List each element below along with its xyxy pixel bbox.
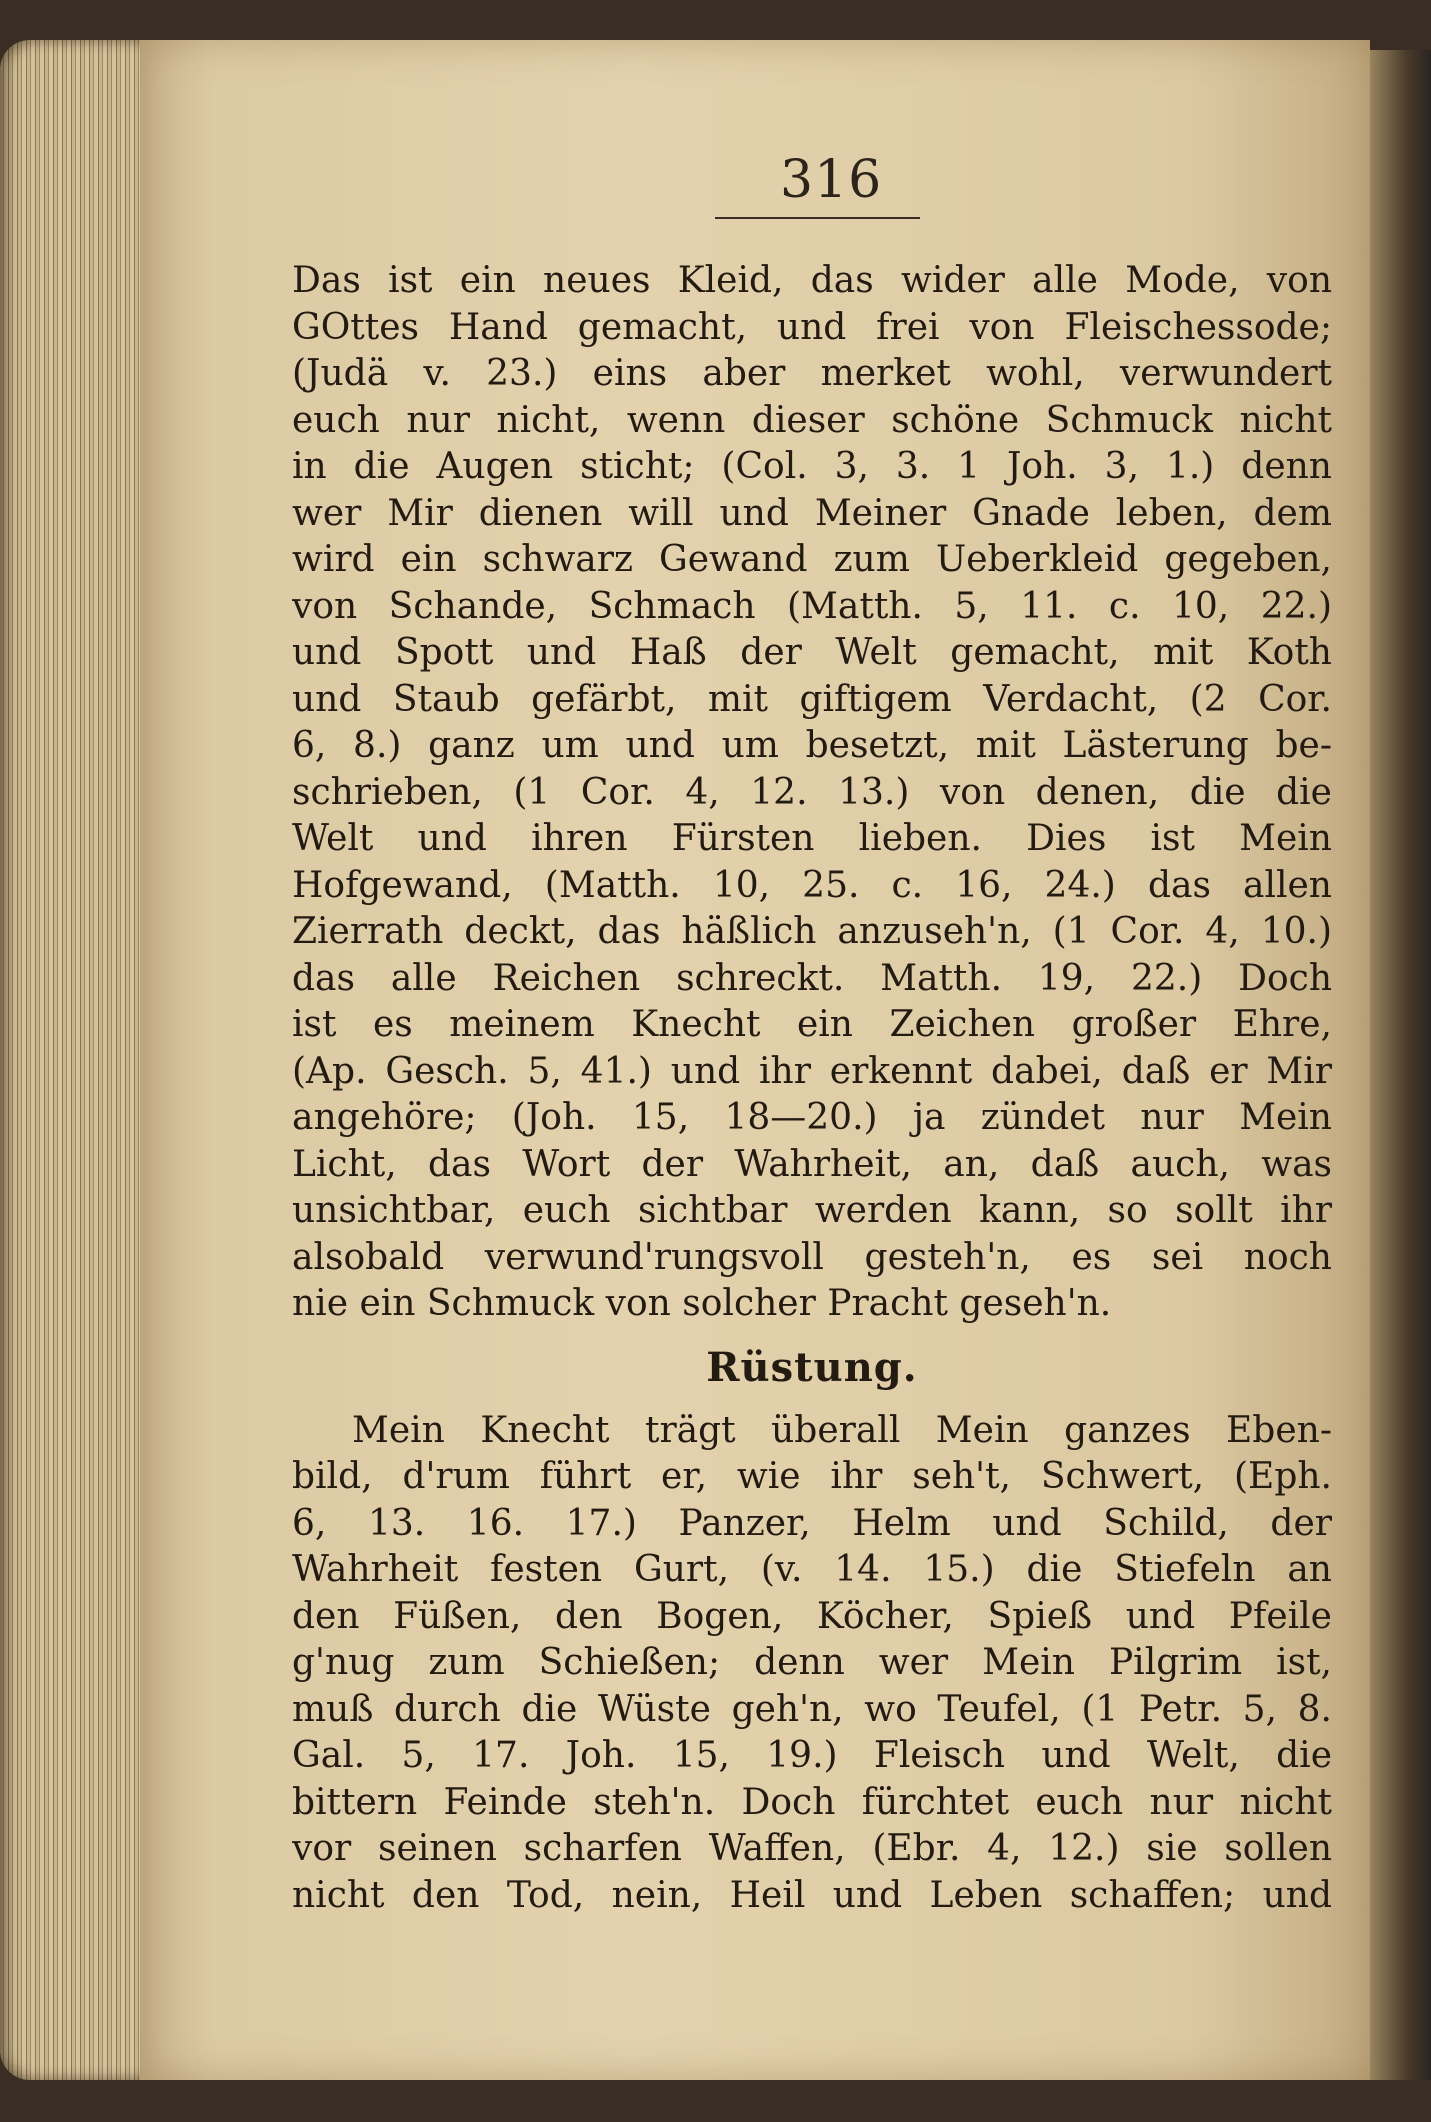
text-line: 6, 13. 16. 17.) Panzer, Helm und Schild, der: [292, 1502, 1332, 1544]
text-line: wird ein schwarz Gewand zum Ueberkleid gegeben,: [292, 539, 1332, 580]
text-line: unsichtbar, euch sichtbar werden kann, so sollt ihr: [292, 1190, 1332, 1231]
text-line: g'nug zum Schießen; denn wer Mein Pilgrim ist,: [292, 1642, 1332, 1683]
section-heading: Rüstung.: [706, 1343, 918, 1391]
text-line: vor seinen scharfen Waffen, (Ebr. 4, 12.) sie sollen: [292, 1828, 1332, 1869]
text-line: nie ein Schmuck von solcher Pracht geseh'n.: [292, 1283, 1112, 1324]
text-line: 6, 8.) ganz um und um besetzt, mit Lästerung be-: [292, 725, 1332, 766]
text-line: (Ap. Gesch. 5, 41.) und ihr erkennt dabei, daß er Mir: [292, 1050, 1332, 1092]
text-line: Gal. 5, 17. Joh. 15, 19.) Fleisch und Welt, die: [292, 1735, 1332, 1776]
text-line: Wahrheit festen Gurt, (v. 14. 15.) die Stiefeln an: [292, 1549, 1332, 1590]
book-gutter: [1370, 50, 1431, 2080]
text-line: Mein Knecht trägt überall Mein ganzes Eben-: [352, 1409, 1332, 1451]
text-line: Hofgewand, (Matth. 10, 25. c. 16, 24.) das allen: [292, 864, 1332, 906]
text-line: bild, d'rum führt er, wie ihr seh't, Schwert, (Eph.: [292, 1456, 1332, 1497]
page-edges: [0, 40, 160, 2080]
page-number-rule: [715, 217, 920, 219]
text-line: angehöre; (Joh. 15, 18—20.) ja zündet nur Mein: [292, 1097, 1332, 1138]
text-line: nicht den Tod, nein, Heil und Leben schaffen; und: [292, 1874, 1332, 1916]
text-line: Zierrath deckt, das häßlich anzuseh'n, (1 Cor. 4, 10.): [292, 911, 1332, 952]
body-text: [292, 258, 1332, 1919]
text-line: und Staub gefärbt, mit giftigem Verdacht, (2 Cor.: [292, 678, 1332, 720]
text-line: ist es meinem Knecht ein Zeichen großer Ehre,: [292, 1004, 1332, 1045]
text-line: Welt und ihren Fürsten lieben. Dies ist Mein: [292, 818, 1332, 859]
text-line: das alle Reichen schreckt. Matth. 19, 22.) Doch: [292, 957, 1332, 999]
text-line: muß durch die Wüste geh'n, wo Teufel, (1 Petr. 5, 8.: [292, 1688, 1332, 1730]
text-line: Das ist ein neues Kleid, das wider alle Mode, von: [292, 260, 1332, 301]
text-line: von Schande, Schmach (Matth. 5, 11. c. 10, 22.): [292, 585, 1332, 627]
text-line: in die Augen sticht; (Col. 3, 3. 1 Joh. 3, 1.) denn: [292, 446, 1332, 487]
text-line: euch nur nicht, wenn dieser schöne Schmuck nicht: [292, 399, 1332, 441]
text-line: schrieben, (1 Cor. 4, 12. 13.) von denen, die die: [292, 771, 1332, 813]
page-number: 316: [780, 150, 883, 210]
text-line: den Füßen, den Bogen, Köcher, Spieß und Pfeile: [292, 1595, 1332, 1637]
text-line: und Spott und Haß der Welt gemacht, mit Koth: [292, 632, 1332, 673]
text-line: GOttes Hand gemacht, und frei von Fleischessode;: [292, 306, 1332, 348]
text-line: wer Mir dienen will und Meiner Gnade leben, dem: [292, 492, 1332, 534]
text-line: Licht, das Wort der Wahrheit, an, daß auch, was: [292, 1143, 1332, 1185]
text-line: bittern Feinde steh'n. Doch fürchtet euch nur nicht: [292, 1781, 1332, 1823]
text-line: alsobald verwund'rungsvoll gesteh'n, es sei noch: [292, 1236, 1332, 1278]
text-line: (Judä v. 23.) eins aber merket wohl, verwundert: [292, 353, 1332, 394]
